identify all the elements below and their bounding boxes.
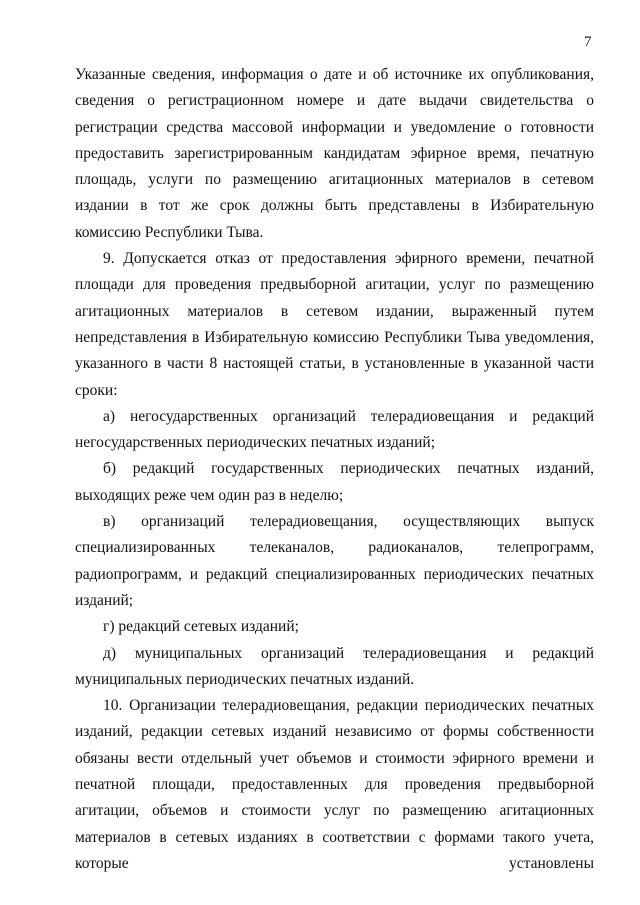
page-number: 7 [584, 34, 592, 50]
list-item-v: в) организаций телерадиовещания, осуществляющих выпуск специализированных телеканалов, радиоканалов, телепрограмм, радиопрограмм, и редакций специализированных периодических печатных изданий; [75, 513, 594, 609]
paragraph-10-accounting: 10. Организации телерадиовещания, редакции периодических печатных изданий, редакции сетевых изданий независимо от формы собственности обязаны вести отдельный учет объемов и стоимости эфирного времени и печатной площади, предоставленных для проведения предвыборной агитации, объемов и стоимости услуг по размещению агитационных материалов в сетевых изданиях в соответствии с формами такого учета, которые установлены [75, 697, 594, 872]
list-item-a: а) негосударственных организаций телерадиовещания и редакций негосударственных периодических печатных изданий; [75, 407, 594, 452]
document-body [75, 62, 594, 877]
paragraph-9-refusal: 9. Допускается отказ от предоставления эфирного времени, печатной площади для проведения предвыборной агитации, услуг по размещению агитационных материалов в сетевом издании, выраженный путем непредставления в Избирательную комиссию Республики Тыва уведомления, указанного в части 8 настоящей статьи, в установленные в указанной части сроки: [75, 250, 594, 399]
paragraph-info-submission: Указанные сведения, информация о дате и об источнике их опубликования, сведения о регистрационном номере и дате выдачи свидетельства о регистрации средства массовой информации и уведомление о готовности предоставить зарегистрированным кандидатам эфирное время, печатную площадь, услуги по размещению агитационных материалов в сетевом издании в тот же срок должны быть представлены в Избирательную комиссию Республики Тыва. [75, 66, 594, 241]
list-item-g: г) редакций сетевых изданий; [103, 618, 299, 636]
list-item-b: б) редакций государственных периодических печатных изданий, выходящих реже чем один раз в неделю; [75, 460, 594, 504]
list-item-d: д) муниципальных организаций телерадиовещания и редакций муниципальных периодических печатных изданий. [75, 644, 594, 688]
